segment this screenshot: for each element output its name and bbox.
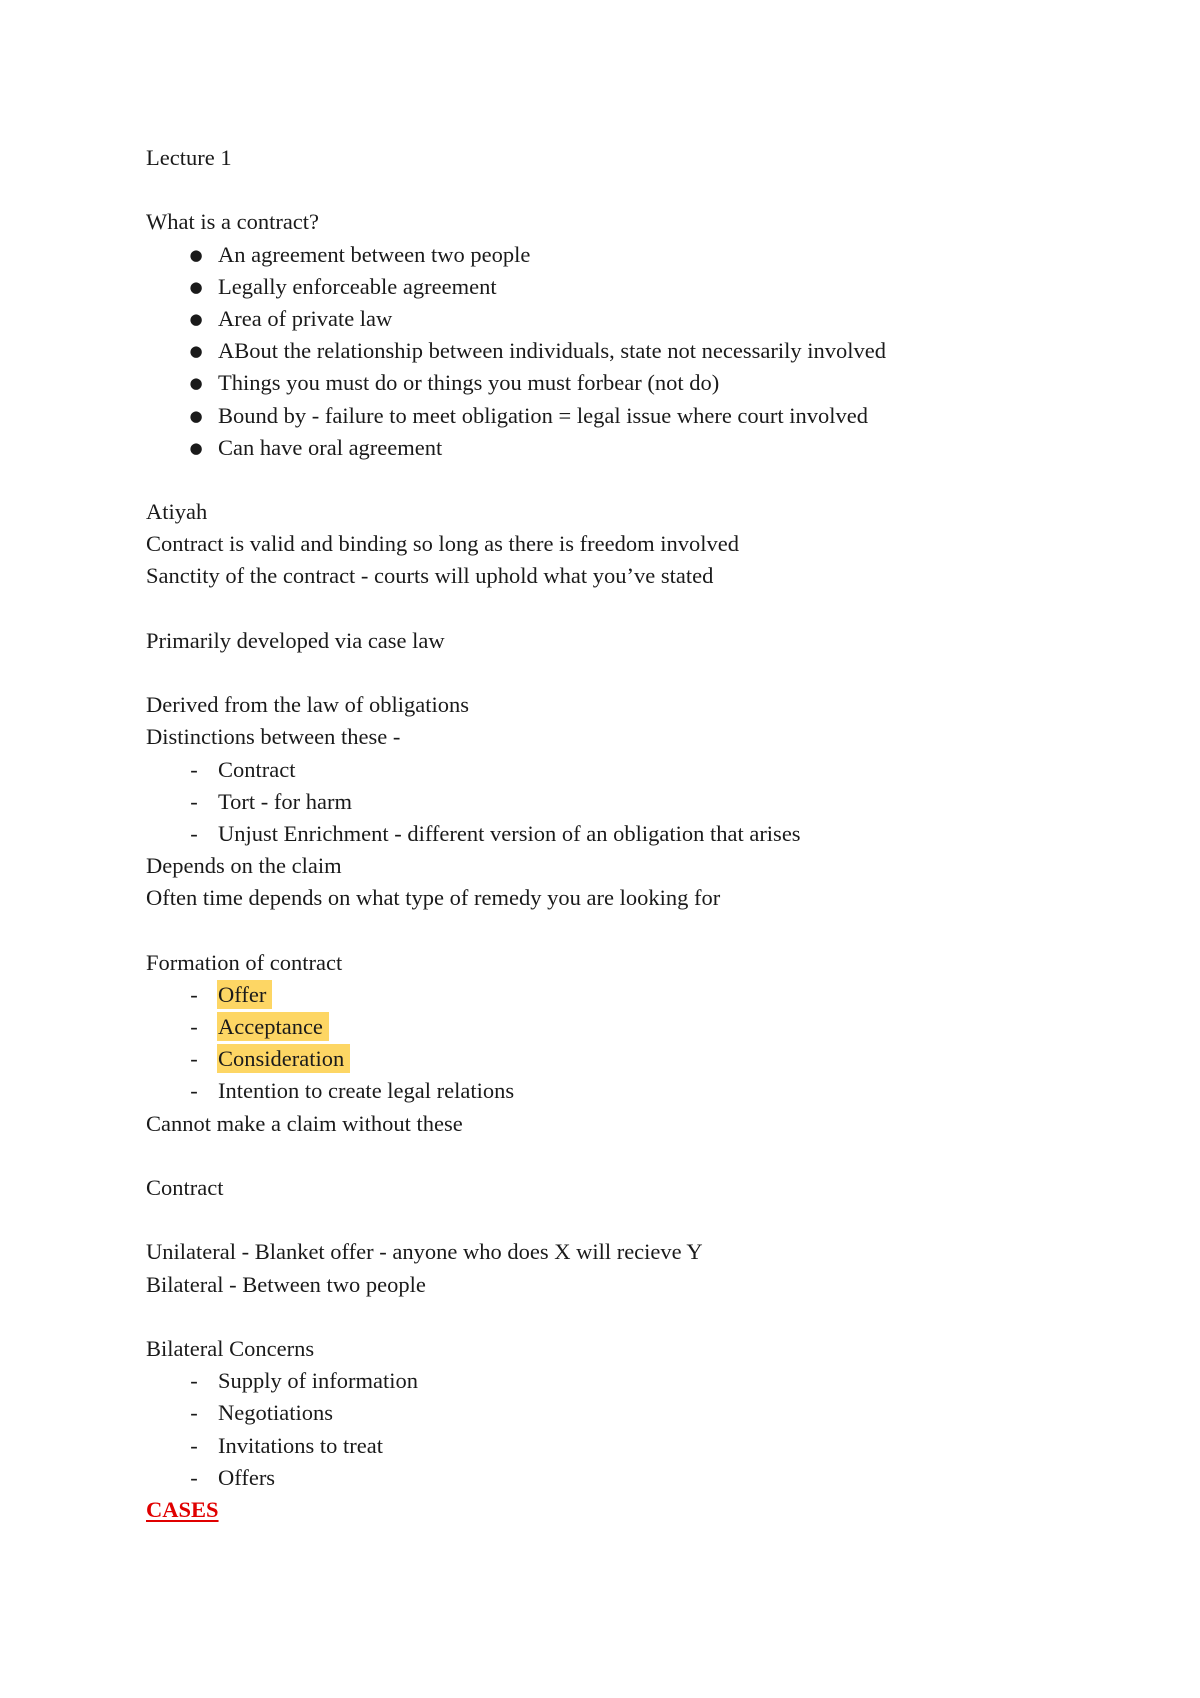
list-item bbox=[146, 1365, 1106, 1397]
spacer bbox=[146, 1301, 1106, 1333]
dash-marker: - bbox=[190, 1464, 198, 1490]
list-item-text: Intention to create legal relations bbox=[218, 1078, 515, 1104]
spacer bbox=[146, 174, 1106, 206]
obligations-dash-list bbox=[146, 754, 1106, 851]
cases-heading-row bbox=[146, 1494, 1106, 1526]
cases-heading: CASES bbox=[146, 1496, 219, 1522]
contract-heading: Contract bbox=[146, 1175, 224, 1200]
list-item bbox=[146, 1043, 1106, 1075]
list-item bbox=[146, 335, 1106, 367]
obligations-line: Derived from the law of obligations bbox=[146, 692, 470, 718]
list-item-text: Negotiations bbox=[218, 1400, 333, 1426]
list-item-text bbox=[218, 1043, 350, 1075]
bilateral-concerns-heading: Bilateral Concerns bbox=[146, 1335, 315, 1361]
lecture-heading: Lecture 1 bbox=[146, 145, 232, 170]
list-item-text: Contract bbox=[218, 756, 296, 782]
spacer bbox=[146, 915, 1106, 947]
list-item bbox=[146, 432, 1106, 464]
formation-note: Cannot make a claim without these bbox=[146, 1110, 463, 1136]
case-law-line: Primarily developed via case law bbox=[146, 627, 445, 653]
spacer bbox=[146, 1204, 1106, 1236]
dash-marker: - bbox=[190, 1014, 198, 1040]
highlighted-text: Consideration bbox=[217, 1044, 350, 1073]
list-item-text bbox=[218, 1011, 329, 1043]
bullet-icon: ● bbox=[189, 374, 203, 393]
dash-marker: - bbox=[190, 788, 198, 814]
highlighted-text: Acceptance bbox=[217, 1012, 329, 1041]
list-item bbox=[146, 818, 1106, 850]
list-item bbox=[146, 786, 1106, 818]
formation-heading: Formation of contract bbox=[146, 949, 343, 975]
list-item bbox=[146, 367, 1106, 399]
bullet-icon: ● bbox=[189, 245, 203, 264]
atiyah-heading: Atiyah bbox=[146, 499, 208, 525]
list-item-text: Supply of information bbox=[218, 1368, 418, 1394]
list-item-text: Things you must do or things you must forbear (not do) bbox=[218, 370, 720, 396]
dash-marker: - bbox=[190, 1432, 198, 1458]
list-item bbox=[146, 1075, 1106, 1107]
dash-marker: - bbox=[190, 1046, 198, 1072]
list-item-text: Bound by - failure to meet obligation = legal issue where court involved bbox=[218, 402, 869, 428]
list-item bbox=[146, 979, 1106, 1011]
list-item-text bbox=[218, 979, 272, 1011]
list-item-text: Offers bbox=[218, 1464, 276, 1490]
dash-marker: - bbox=[190, 756, 198, 782]
bullet-icon: ● bbox=[189, 309, 203, 328]
spacer bbox=[146, 1140, 1106, 1172]
list-item-text: Legally enforceable agreement bbox=[218, 273, 497, 299]
list-item bbox=[146, 303, 1106, 335]
obligations-line: Often time depends on what type of remedy you are looking for bbox=[146, 885, 721, 911]
dash-marker: - bbox=[190, 981, 198, 1007]
list-item-text: ABout the relationship between individuals, state not necessarily involved bbox=[218, 338, 886, 364]
list-item-text: Invitations to treat bbox=[218, 1432, 383, 1458]
list-item bbox=[146, 1430, 1106, 1462]
highlighted-text: Offer bbox=[217, 980, 272, 1009]
list-item-text: Area of private law bbox=[218, 305, 393, 331]
bullet-icon: ● bbox=[189, 277, 203, 296]
spacer bbox=[146, 657, 1106, 689]
bullet-icon: ● bbox=[189, 438, 203, 457]
list-item bbox=[146, 400, 1106, 432]
dash-marker: - bbox=[190, 820, 198, 846]
list-item bbox=[146, 1397, 1106, 1429]
bullet-icon: ● bbox=[189, 406, 203, 425]
list-item bbox=[146, 239, 1106, 271]
atiyah-line: Sanctity of the contract - courts will uphold what you’ve stated bbox=[146, 563, 714, 589]
contract-bullet-list bbox=[146, 239, 1106, 464]
contract-question: What is a contract? bbox=[146, 209, 320, 235]
list-item bbox=[146, 754, 1106, 786]
document-page bbox=[146, 142, 1106, 1526]
list-item bbox=[146, 1011, 1106, 1043]
bullet-icon: ● bbox=[189, 342, 203, 361]
list-item-text: An agreement between two people bbox=[218, 241, 531, 267]
list-item-text: Can have oral agreement bbox=[218, 434, 443, 460]
obligations-line: Depends on the claim bbox=[146, 853, 342, 879]
atiyah-line: Contract is valid and binding so long as there is freedom involved bbox=[146, 531, 740, 557]
dash-marker: - bbox=[190, 1368, 198, 1394]
dash-marker: - bbox=[190, 1078, 198, 1104]
list-item-text: Tort - for harm bbox=[218, 788, 353, 814]
formation-dash-list bbox=[146, 979, 1106, 1108]
spacer bbox=[146, 593, 1106, 625]
list-item bbox=[146, 271, 1106, 303]
list-item bbox=[146, 1462, 1106, 1494]
bilateral-concerns-dash-list bbox=[146, 1365, 1106, 1494]
list-item-text: Unjust Enrichment - different version of an obligation that arises bbox=[218, 820, 801, 846]
spacer bbox=[146, 464, 1106, 496]
bilateral-line: Bilateral - Between two people bbox=[146, 1271, 426, 1297]
unilateral-line: Unilateral - Blanket offer - anyone who does X will recieve Y bbox=[146, 1239, 703, 1265]
dash-marker: - bbox=[190, 1400, 198, 1426]
obligations-line: Distinctions between these - bbox=[146, 724, 401, 750]
